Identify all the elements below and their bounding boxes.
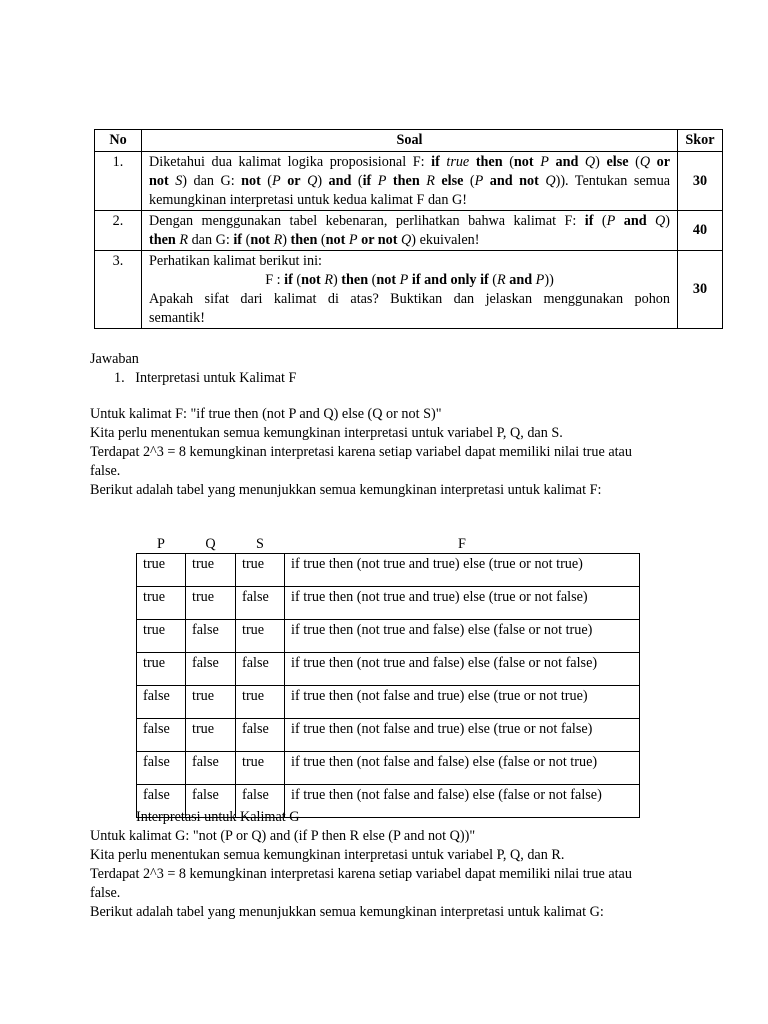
cell-q: false: [186, 752, 236, 785]
answer-item-number: 1.: [114, 370, 125, 386]
table-row: [137, 620, 640, 653]
cell-f: if true then (not false and true) else (true or not false): [285, 719, 640, 752]
answer-heading-block: [90, 350, 680, 388]
cell-q: true: [186, 587, 236, 620]
question-1-line-2: not S) dan G: not (P or Q) and (if P then R else (P and not Q)). Tentukan semua: [149, 173, 671, 189]
cell-s: true: [236, 686, 285, 719]
cell-f: if true then (not false and false) else (false or not false): [285, 785, 640, 818]
cell-q: true: [186, 686, 236, 719]
g-line-5: Berikut adalah tabel yang menunjukkan semua kemungkinan interpretasi untuk kalimat G:: [90, 904, 604, 920]
question-number: 2.: [95, 211, 142, 251]
g-paragraph: [90, 827, 680, 922]
g-line-2: Kita perlu menentukan semua kemungkinan interpretasi untuk variabel P, Q, dan R.: [90, 847, 565, 863]
cell-q: false: [186, 785, 236, 818]
cell-f: if true then (not false and true) else (true or not true): [285, 686, 640, 719]
cell-q: false: [186, 653, 236, 686]
f-line-3: Terdapat 2^3 = 8 kemungkinan interpretasi karena setiap variabel dapat memiliki nilai true atau: [90, 444, 632, 460]
cell-p: true: [137, 620, 186, 653]
table-row: [137, 686, 640, 719]
cell-s: true: [236, 752, 285, 785]
cell-f: if true then (not true and true) else (true or not true): [285, 554, 640, 587]
f-line-5: Berikut adalah tabel yang menunjukkan semua kemungkinan interpretasi untuk kalimat F:: [90, 482, 602, 498]
cell-p: false: [137, 719, 186, 752]
f-line-4: false.: [90, 463, 121, 479]
question-1-line-1: Diketahui dua kalimat logika proposisional F: if true then (not P and Q) else (Q or: [149, 154, 671, 170]
header-soal: Soal: [142, 130, 678, 152]
question-row-2: [95, 211, 723, 251]
header-f: F: [458, 536, 466, 552]
question-row-1: [95, 152, 723, 211]
question-2-line-2: then R dan G: if (not R) then (not P or not Q) ekuivalen!: [149, 232, 480, 248]
header-skor: Skor: [678, 130, 723, 152]
f-line-1: Untuk kalimat F: "if true then (not P and Q) else (Q or not S)": [90, 406, 442, 422]
g-line-3: Terdapat 2^3 = 8 kemungkinan interpretasi karena setiap variabel dapat memiliki nilai true atau: [90, 866, 632, 882]
g-line-1: Untuk kalimat G: "not (P or Q) and (if P then R else (P and not Q))": [90, 828, 476, 844]
question-3-line-1: Perhatikan kalimat berikut ini:: [149, 253, 322, 269]
question-score: 30: [678, 251, 723, 329]
cell-f: if true then (not true and false) else (false or not false): [285, 653, 640, 686]
cell-s: true: [236, 620, 285, 653]
header-q: Q: [205, 536, 216, 552]
cell-p: true: [137, 653, 186, 686]
answer-item-1: [90, 369, 680, 388]
table-row: [137, 752, 640, 785]
question-text: [142, 211, 678, 251]
cell-f: if true then (not false and false) else (false or not true): [285, 752, 640, 785]
cell-p: false: [137, 686, 186, 719]
question-score: 30: [678, 152, 723, 211]
question-text: [142, 152, 678, 211]
question-number: 3.: [95, 251, 142, 329]
question-table-header: [95, 130, 723, 152]
answer-item-title: Interpretasi untuk Kalimat F: [135, 370, 297, 386]
cell-s: false: [236, 653, 285, 686]
table-row: [137, 653, 640, 686]
truth-table-header: [137, 535, 640, 554]
question-3-line-4: semantik!: [149, 310, 205, 326]
g-title: Interpretasi untuk Kalimat G: [136, 809, 300, 825]
question-row-3: [95, 251, 723, 329]
g-line-4: false.: [90, 885, 121, 901]
cell-q: true: [186, 719, 236, 752]
f-line-2: Kita perlu menentukan semua kemungkinan interpretasi untuk variabel P, Q, dan S.: [90, 425, 563, 441]
table-row: [137, 554, 640, 587]
cell-q: true: [186, 554, 236, 587]
question-text: [142, 251, 678, 329]
cell-p: true: [137, 554, 186, 587]
cell-p: false: [137, 785, 186, 818]
cell-q: false: [186, 620, 236, 653]
header-no: No: [95, 130, 142, 152]
answer-heading: Jawaban: [90, 351, 139, 367]
cell-f: if true then (not true and true) else (true or not false): [285, 587, 640, 620]
g-title-block: [136, 808, 726, 827]
truth-table-f: [136, 535, 640, 818]
cell-p: false: [137, 752, 186, 785]
cell-f: if true then (not true and false) else (false or not true): [285, 620, 640, 653]
cell-s: false: [236, 719, 285, 752]
question-table: [94, 129, 723, 329]
header-p: P: [157, 536, 165, 552]
table-row: [137, 719, 640, 752]
question-number: 1.: [95, 152, 142, 211]
table-row: [137, 587, 640, 620]
header-s: S: [256, 536, 264, 552]
cell-p: true: [137, 587, 186, 620]
cell-s: true: [236, 554, 285, 587]
question-score: 40: [678, 211, 723, 251]
question-2-line-1: Dengan menggunakan tabel kebenaran, perlihatkan bahwa kalimat F: if (P and Q): [149, 213, 671, 229]
cell-s: false: [236, 785, 285, 818]
question-1-line-3: kemungkinan interpretasi untuk kedua kalimat F dan G!: [149, 192, 467, 208]
cell-s: false: [236, 587, 285, 620]
question-3-line-3: Apakah sifat dari kalimat di atas? Buktikan dan jelaskan menggunakan pohon: [149, 291, 670, 307]
f-paragraph: [90, 405, 680, 500]
question-3-formula: F : if (not R) then (not P if and only if (R and P)): [265, 272, 554, 288]
